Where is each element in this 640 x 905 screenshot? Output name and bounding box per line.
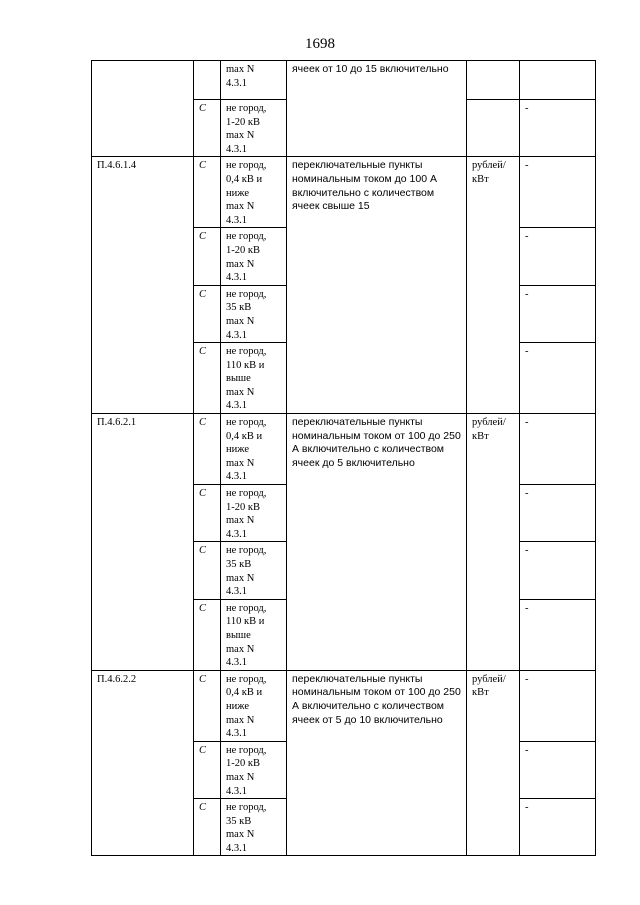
row-voltage-level: не город, 0,4 кВ и ниже max N 4.3.1 — [221, 414, 287, 485]
table-row — [92, 157, 596, 228]
row-description: переключательные пункты номинальным током от 100 до 250 А включительно с количеством ячеек до 5 включительно — [287, 414, 467, 671]
row-voltage-level: max N 4.3.1 — [221, 61, 287, 100]
row-voltage-level: не город, 35 кВ max N 4.3.1 — [221, 285, 287, 342]
row-category: С — [194, 542, 221, 599]
row-voltage-level: не город, 1-20 кВ max N 4.3.1 — [221, 741, 287, 798]
row-description: ячеек от 10 до 15 включительно — [287, 61, 467, 157]
row-unit: рублей/ кВт — [467, 157, 520, 414]
row-description: переключательные пункты номинальным током до 100 А включительно с количеством ячеек свыше 15 — [287, 157, 467, 414]
row-value: - — [520, 485, 596, 542]
row-value — [520, 61, 596, 100]
row-value: - — [520, 100, 596, 157]
row-value: - — [520, 157, 596, 228]
row-value: - — [520, 343, 596, 414]
row-unit — [467, 100, 520, 157]
tariff-table — [91, 60, 596, 856]
row-voltage-level: не город, 0,4 кВ и ниже max N 4.3.1 — [221, 670, 287, 741]
row-category: С — [194, 157, 221, 228]
table-row — [92, 414, 596, 485]
row-voltage-level: не город, 110 кВ и выше max N 4.3.1 — [221, 343, 287, 414]
row-code: П.4.6.1.4 — [92, 157, 194, 414]
row-value: - — [520, 542, 596, 599]
row-voltage-level: не город, 1-20 кВ max N 4.3.1 — [221, 485, 287, 542]
row-voltage-level: не город, 0,4 кВ и ниже max N 4.3.1 — [221, 157, 287, 228]
row-value: - — [520, 741, 596, 798]
row-category: С — [194, 485, 221, 542]
page-number: 1698 — [305, 36, 335, 52]
row-category: С — [194, 285, 221, 342]
row-category: С — [194, 100, 221, 157]
row-category: С — [194, 414, 221, 485]
row-unit: рублей/ кВт — [467, 670, 520, 856]
table-row — [92, 670, 596, 741]
row-category: С — [194, 599, 221, 670]
row-category: С — [194, 799, 221, 856]
row-value: - — [520, 285, 596, 342]
row-description: переключательные пункты номинальным током от 100 до 250 А включительно с количеством ячеек от 5 до 10 включительно — [287, 670, 467, 856]
row-voltage-level: не город, 110 кВ и выше max N 4.3.1 — [221, 599, 287, 670]
row-unit: рублей/ кВт — [467, 414, 520, 671]
row-voltage-level: не город, 1-20 кВ max N 4.3.1 — [221, 228, 287, 285]
row-code — [92, 61, 194, 157]
row-category: С — [194, 741, 221, 798]
row-category: С — [194, 670, 221, 741]
table-row — [92, 61, 596, 100]
row-value: - — [520, 599, 596, 670]
row-value: - — [520, 228, 596, 285]
row-code: П.4.6.2.2 — [92, 670, 194, 856]
row-category — [194, 61, 221, 100]
row-code: П.4.6.2.1 — [92, 414, 194, 671]
row-voltage-level: не город, 1-20 кВ max N 4.3.1 — [221, 100, 287, 157]
row-value: - — [520, 670, 596, 741]
row-voltage-level: не город, 35 кВ max N 4.3.1 — [221, 799, 287, 856]
row-voltage-level: не город, 35 кВ max N 4.3.1 — [221, 542, 287, 599]
row-category: С — [194, 228, 221, 285]
row-unit — [467, 61, 520, 100]
row-value: - — [520, 414, 596, 485]
row-category: С — [194, 343, 221, 414]
row-value: - — [520, 799, 596, 856]
